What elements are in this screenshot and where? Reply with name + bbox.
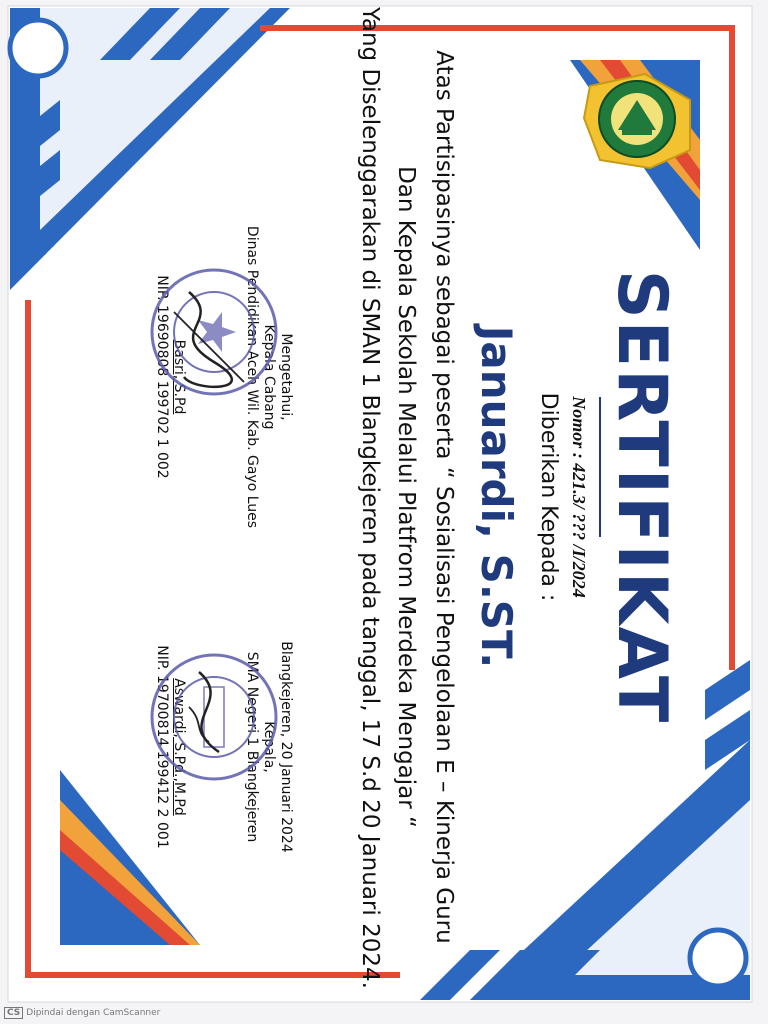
body-line-3: Yang Diselenggarakan di SMAN 1 Blangkejeren pada tanggal, 17 S.d 20 Januari 2024. — [357, 7, 383, 989]
right-date: Blangkejeren, 20 Januari 2024 — [278, 641, 294, 853]
title-underline — [599, 397, 601, 537]
recipient-name: Januardi, S.ST. — [472, 325, 521, 669]
given-to-label: Diberikan Kepada : — [536, 392, 561, 602]
scanner-watermark — [4, 1007, 160, 1019]
right-signatory-nip: NIP. 19700814 199412 2 001 — [154, 645, 170, 849]
certificate-content — [29, 7, 739, 987]
right-official-stamp — [144, 647, 284, 787]
body-line-2: Dan Kepala Sekolah Melalui Platfrom Merdeka Mengajar “ — [393, 166, 419, 828]
left-official-stamp — [144, 262, 284, 402]
left-signatory-nip: NIP. 19690808 199702 1 002 — [154, 275, 170, 479]
scanner-text: Dipindai dengan CamScanner — [26, 1008, 161, 1018]
left-line-2: Kepala Cabang — [261, 324, 277, 430]
left-line-1: Mengetahui, — [278, 333, 294, 421]
camscanner-icon: CS — [4, 1007, 23, 1019]
left-signatory-name: Basri, S.Pd — [171, 339, 187, 415]
left-line-3: Dinas Pendidikan Aceh Wil. Kab. Gayo Lues — [244, 225, 260, 529]
certificate-number: Nomor : 421.3/ ??? /I/2024 — [569, 396, 589, 598]
right-line-1: Kepala, — [261, 721, 277, 773]
right-signatory-name: Aswardi, S.Pd.,M.Pd — [171, 678, 187, 816]
right-line-2: SMA Negeri 1 Blangkejeren — [244, 651, 260, 843]
body-line-1: Atas Partisipasinya sebagai peserta “ Sosialisasi Pengelolaan E – Kinerja Guru — [431, 50, 457, 944]
certificate-title: SERTIFIKAT — [602, 269, 681, 725]
